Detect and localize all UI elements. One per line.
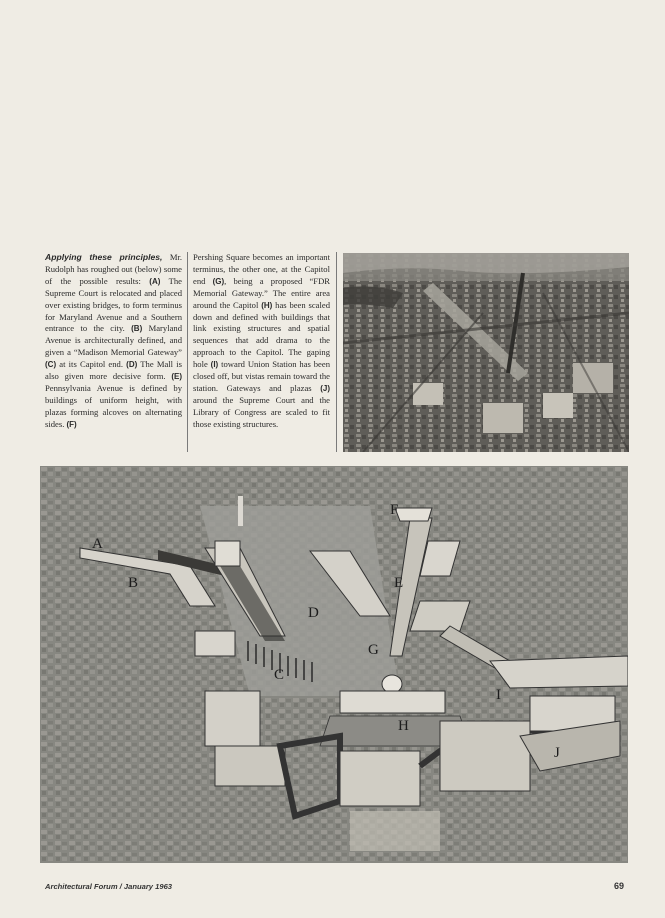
master-plan-graphic: [40, 466, 628, 863]
ref-b: (B): [131, 324, 143, 334]
column-rule: [336, 252, 337, 452]
ref-g: (G): [212, 276, 225, 286]
master-plan-drawing: [40, 466, 628, 863]
lead-in: Applying these principles,: [45, 252, 163, 262]
body-text: The Mall is also given more decisive form.: [45, 359, 182, 382]
journal-footer: Architectural Forum / January 1963: [45, 882, 173, 891]
ref-i: (I): [210, 360, 219, 370]
label-h: H: [398, 718, 409, 734]
label-d: D: [308, 605, 319, 621]
aerial-photo-graphic: [343, 253, 629, 452]
article-column-2: [193, 252, 330, 431]
ref-j: (J): [320, 383, 330, 393]
label-j: J: [554, 745, 560, 761]
page-number: 69: [614, 881, 625, 891]
label-f: F: [390, 502, 399, 518]
body-text: Pershing Square becomes an important terminus, the other one, at the Capitol end: [193, 252, 330, 286]
label-c: C: [274, 667, 285, 683]
body-text: Maryland Avenue is architecturally defined, and given a “Madison Memorial Gateway”: [45, 323, 183, 358]
label-a: A: [92, 536, 103, 552]
body-text: has been scaled down and defined with buildings that link existing structures and spatial sequences that add drama to the approach to the Capitol. The gaping hole: [193, 299, 330, 370]
ref-c: (C): [45, 360, 57, 370]
body-text: , being a proposed “FDR Memorial Gateway.” The entire area around the Capitol: [193, 275, 331, 310]
body-text: The Supreme Court is relocated and placed over existing bridges, to form terminus for Maryland Avenue and a Southern entrance to the city.: [45, 275, 183, 334]
label-b: B: [128, 575, 139, 591]
article-column-1: [45, 252, 182, 431]
label-g: G: [368, 642, 379, 658]
body-text: around the Supreme Court and the Library of Congress are scaled to fit those existing structures.: [193, 394, 330, 429]
ref-h: (H): [261, 300, 273, 310]
label-e: E: [394, 575, 404, 591]
body-text: at its Capitol end.: [56, 359, 127, 370]
ref-f: (F): [66, 419, 77, 429]
aerial-photo: [343, 253, 629, 452]
column-rule: [187, 252, 188, 452]
label-i: I: [496, 687, 501, 703]
ref-a: (A): [149, 276, 161, 286]
body-text: Mr. Rudolph has roughed out (below) some of the possible results:: [45, 252, 182, 286]
ref-d: (D): [126, 360, 138, 370]
body-text: Pennsylvania Avenue is defined by buildings of uniform height, with plazas forming alcoves on alternating sides.: [45, 382, 182, 429]
body-text: toward Union Station has been closed off, but vistas remain toward the station. Gateways and plazas: [193, 359, 330, 393]
ref-e: (E): [171, 372, 182, 382]
